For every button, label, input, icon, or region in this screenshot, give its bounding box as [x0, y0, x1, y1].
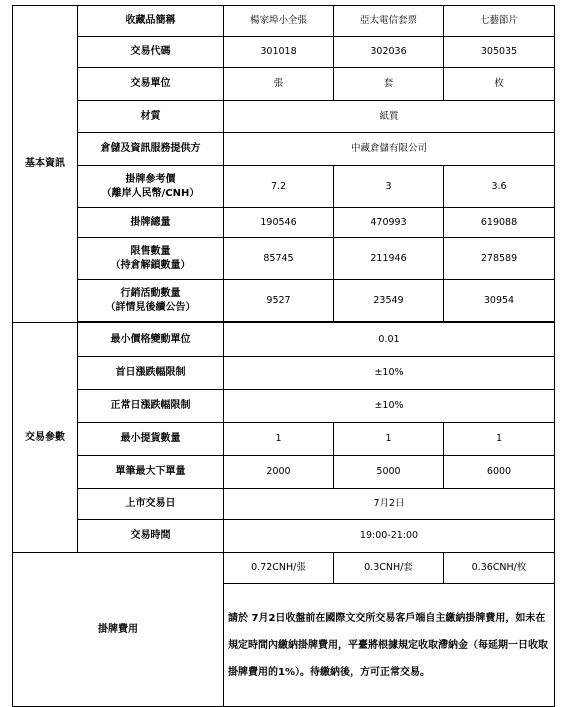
max-order-label: 單筆最大下單量	[78, 456, 224, 489]
listing-total-label: 掛牌總量	[78, 208, 224, 238]
promotion-label-line2: （詳情見後續公告）	[105, 301, 196, 313]
product-name-3: 七藝節片	[444, 6, 555, 37]
listing-total-3: 619088	[444, 208, 555, 238]
listing-total-2: 470993	[334, 208, 444, 238]
listing-fee-3: 0.36CNH/枚	[444, 553, 555, 584]
restricted-3: 278589	[444, 238, 555, 280]
trade-unit-1: 張	[224, 68, 334, 101]
reference-price-1: 7.2	[224, 166, 334, 208]
restricted-label-line1: 限售數量	[130, 245, 171, 257]
promotion-2: 23549	[334, 280, 444, 322]
max-order-3: 6000	[444, 456, 555, 489]
min-delivery-3: 1	[444, 423, 555, 456]
reference-price-label-line2: （離岸人民幣/CNH）	[101, 187, 200, 199]
promotion-1: 9527	[224, 280, 334, 322]
trade-code-1: 301018	[224, 37, 334, 68]
reference-price-label	[78, 166, 224, 208]
trade-code-label: 交易代碼	[78, 37, 224, 68]
max-order-2: 5000	[334, 456, 444, 489]
min-delivery-1: 1	[224, 423, 334, 456]
normal-day-limit-value: ±10%	[224, 390, 555, 423]
trading-hours-value: 19:00-21:00	[224, 520, 555, 553]
listing-date-label: 上市交易日	[78, 489, 224, 520]
restricted-2: 211946	[334, 238, 444, 280]
reference-price-label-line1: 掛牌參考價	[125, 173, 176, 185]
first-day-limit-label: 首日漲跌幅限制	[78, 357, 224, 390]
trade-unit-3: 枚	[444, 68, 555, 101]
normal-day-limit-label: 正常日漲跌幅限制	[78, 390, 224, 423]
max-order-1: 2000	[224, 456, 334, 489]
listing-fee-1: 0.72CNH/張	[224, 553, 334, 584]
min-delivery-label: 最小提貨數量	[78, 423, 224, 456]
first-day-limit-value: ±10%	[224, 357, 555, 390]
listing-fee-note: 請於 7月2日收盤前在國際文交所交易客戶端自主繳納掛牌費用，如未在規定時間內繳納掛牌費用，平臺將根據規定收取滯納金（每延期一日收取掛牌費用的1%）。待繳納後，方可正常交易。	[224, 584, 555, 707]
section-basic-info: 基本資訊	[13, 6, 78, 323]
reference-price-2: 3	[334, 166, 444, 208]
product-name-1: 楊家埠小全張	[224, 6, 334, 37]
trade-unit-label: 交易單位	[78, 68, 224, 101]
reference-price-3: 3.6	[444, 166, 555, 208]
trading-hours-label: 交易時間	[78, 520, 224, 553]
storage-label: 倉儲及資訊服務提供方	[78, 133, 224, 166]
min-tick-label: 最小價格變動單位	[78, 323, 224, 357]
section-trade-params: 交易參數	[13, 323, 78, 553]
restricted-1: 85745	[224, 238, 334, 280]
min-delivery-2: 1	[334, 423, 444, 456]
storage-value: 中藏倉儲有限公司	[224, 133, 555, 166]
restricted-label	[78, 238, 224, 280]
trade-code-2: 302036	[334, 37, 444, 68]
restricted-label-line2: （持倉解鎖數量）	[110, 259, 191, 271]
promotion-label-line1: 行銷活動數量	[120, 287, 181, 299]
product-name-2: 亞太電信套票	[334, 6, 444, 37]
product-info-table	[12, 5, 555, 707]
min-tick-value: 0.01	[224, 323, 555, 357]
listing-fee-label: 掛牌費用	[13, 553, 224, 707]
listing-date-value: 7月2日	[224, 489, 555, 520]
material-value: 紙質	[224, 101, 555, 133]
promotion-label	[78, 280, 224, 322]
promotion-3: 30954	[444, 280, 555, 322]
trade-unit-2: 套	[334, 68, 444, 101]
listing-fee-2: 0.3CNH/套	[334, 553, 444, 584]
material-label: 材質	[78, 101, 224, 133]
listing-total-1: 190546	[224, 208, 334, 238]
trade-code-3: 305035	[444, 37, 555, 68]
header-label: 收藏品簡稱	[78, 6, 224, 37]
